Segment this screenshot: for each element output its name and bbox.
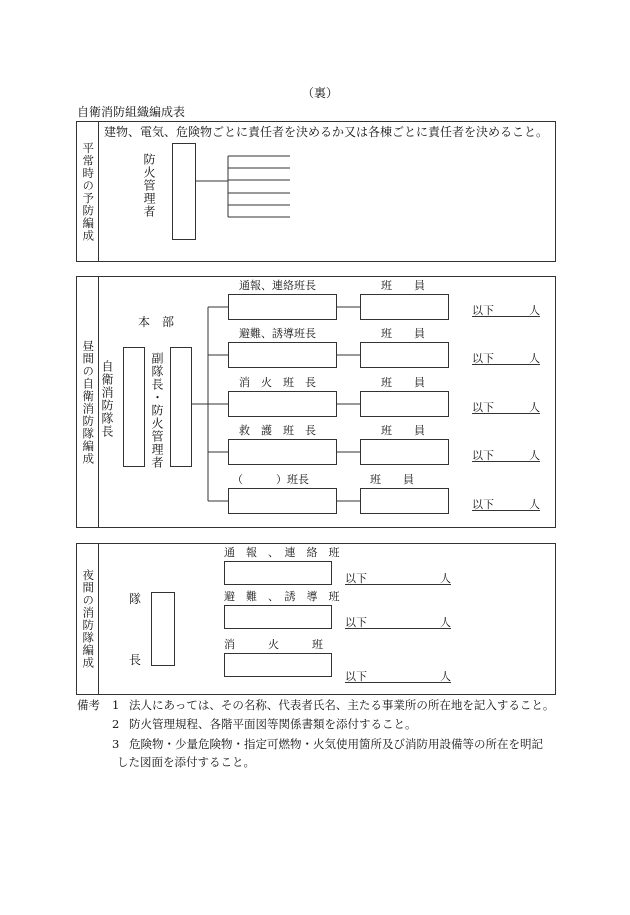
fire-manager-label: 防火管理者	[142, 153, 156, 218]
page-header: （裏）	[302, 86, 339, 100]
night-squad-label: 消 火 班	[224, 638, 323, 651]
count-prefix: 以下	[345, 616, 367, 629]
count-suffix: 人	[529, 304, 540, 317]
count-prefix: 以下	[472, 401, 494, 414]
squad-member-label: 班 員	[381, 279, 425, 292]
remark-number: 2	[112, 717, 120, 731]
squad-member-box	[360, 294, 449, 320]
night-squad-label: 通 報 、 連 絡 班	[224, 546, 340, 559]
squad-member-label: 班 員	[381, 327, 425, 340]
section-side-label: 夜間の消防隊編成	[81, 569, 96, 669]
squad-count-line	[472, 305, 540, 317]
vice-chief-label: 副隊長・防火管理者	[150, 352, 164, 469]
remark-text: 防火管理規程、各階平面図等関係書類を添付すること。	[129, 717, 417, 731]
night-chief-label-bottom: 長	[129, 653, 142, 667]
squad-member-label: 班 員	[381, 376, 425, 389]
night-squad-label: 避 難 、 誘 導 班	[224, 590, 340, 603]
squad-member-box	[360, 488, 449, 514]
section-side-label-cell	[77, 544, 99, 694]
squad-leader-label: 通報、連絡班長	[239, 279, 316, 292]
headquarters-label: 本 部	[138, 315, 175, 329]
night-squad-box	[224, 605, 332, 629]
remarks-title: 備考	[77, 698, 100, 712]
squad-count-line	[472, 402, 540, 414]
squad-leader-box	[228, 439, 337, 465]
squad-leader-box	[228, 342, 337, 368]
night-squad-box	[224, 561, 332, 585]
night-squad-count-line	[345, 617, 451, 629]
remark-number: 1	[112, 698, 120, 712]
squad-member-label: 班 員	[370, 473, 414, 486]
section-side-label: 昼間の自衛消防隊編成	[81, 339, 96, 465]
squad-leader-box	[228, 294, 337, 320]
squad-count-line	[472, 499, 540, 511]
squad-count-line	[472, 353, 540, 365]
squad-leader-label: 避難、誘導班長	[239, 327, 316, 340]
count-suffix: 人	[529, 401, 540, 414]
remark-text: 危険物・少量危険物・指定可燃物・火気使用箇所及び消防用設備等の所在を明記	[129, 737, 543, 751]
remark-text-continued: した図面を添付すること。	[117, 755, 255, 769]
count-prefix: 以下	[345, 670, 367, 683]
section-note: 建物、電気、危険物ごとに責任者を決めるか又は各棟ごとに責任者を決めること。	[104, 125, 549, 139]
squad-leader-box	[228, 391, 337, 417]
count-suffix: 人	[440, 616, 451, 629]
count-prefix: 以下	[472, 449, 494, 462]
brigade-chief-label: 自衛消防隊長	[100, 360, 114, 438]
night-squad-count-line	[345, 573, 451, 585]
squad-count-line	[472, 450, 540, 462]
squad-member-box	[360, 342, 449, 368]
count-prefix: 以下	[472, 304, 494, 317]
count-suffix: 人	[440, 572, 451, 585]
count-suffix: 人	[529, 352, 540, 365]
count-prefix: 以下	[345, 572, 367, 585]
count-suffix: 人	[529, 498, 540, 511]
night-chief-label-top: 隊	[129, 592, 142, 606]
document-title: 自衛消防組織編成表	[77, 105, 186, 119]
remark-number: 3	[112, 737, 120, 751]
squad-member-label: 班 員	[381, 424, 425, 437]
section-side-label: 平常時の予防編成	[81, 141, 96, 242]
night-squad-box	[224, 653, 332, 677]
squad-leader-label: 救 護 班 長	[239, 424, 316, 437]
squad-leader-box	[228, 488, 337, 514]
count-prefix: 以下	[472, 498, 494, 511]
count-prefix: 以下	[472, 352, 494, 365]
count-suffix: 人	[440, 670, 451, 683]
night-chief-box	[151, 592, 175, 666]
remark-text: 法人にあっては、その名称、代表者氏名、主たる事業所の所在地を記入すること。	[129, 698, 555, 712]
squad-member-box	[360, 439, 449, 465]
night-squad-count-line	[345, 671, 451, 683]
squad-leader-label: 消 火 班 長	[239, 376, 316, 389]
squad-leader-label: （ ）班長	[232, 473, 309, 486]
count-suffix: 人	[529, 449, 540, 462]
squad-member-box	[360, 391, 449, 417]
